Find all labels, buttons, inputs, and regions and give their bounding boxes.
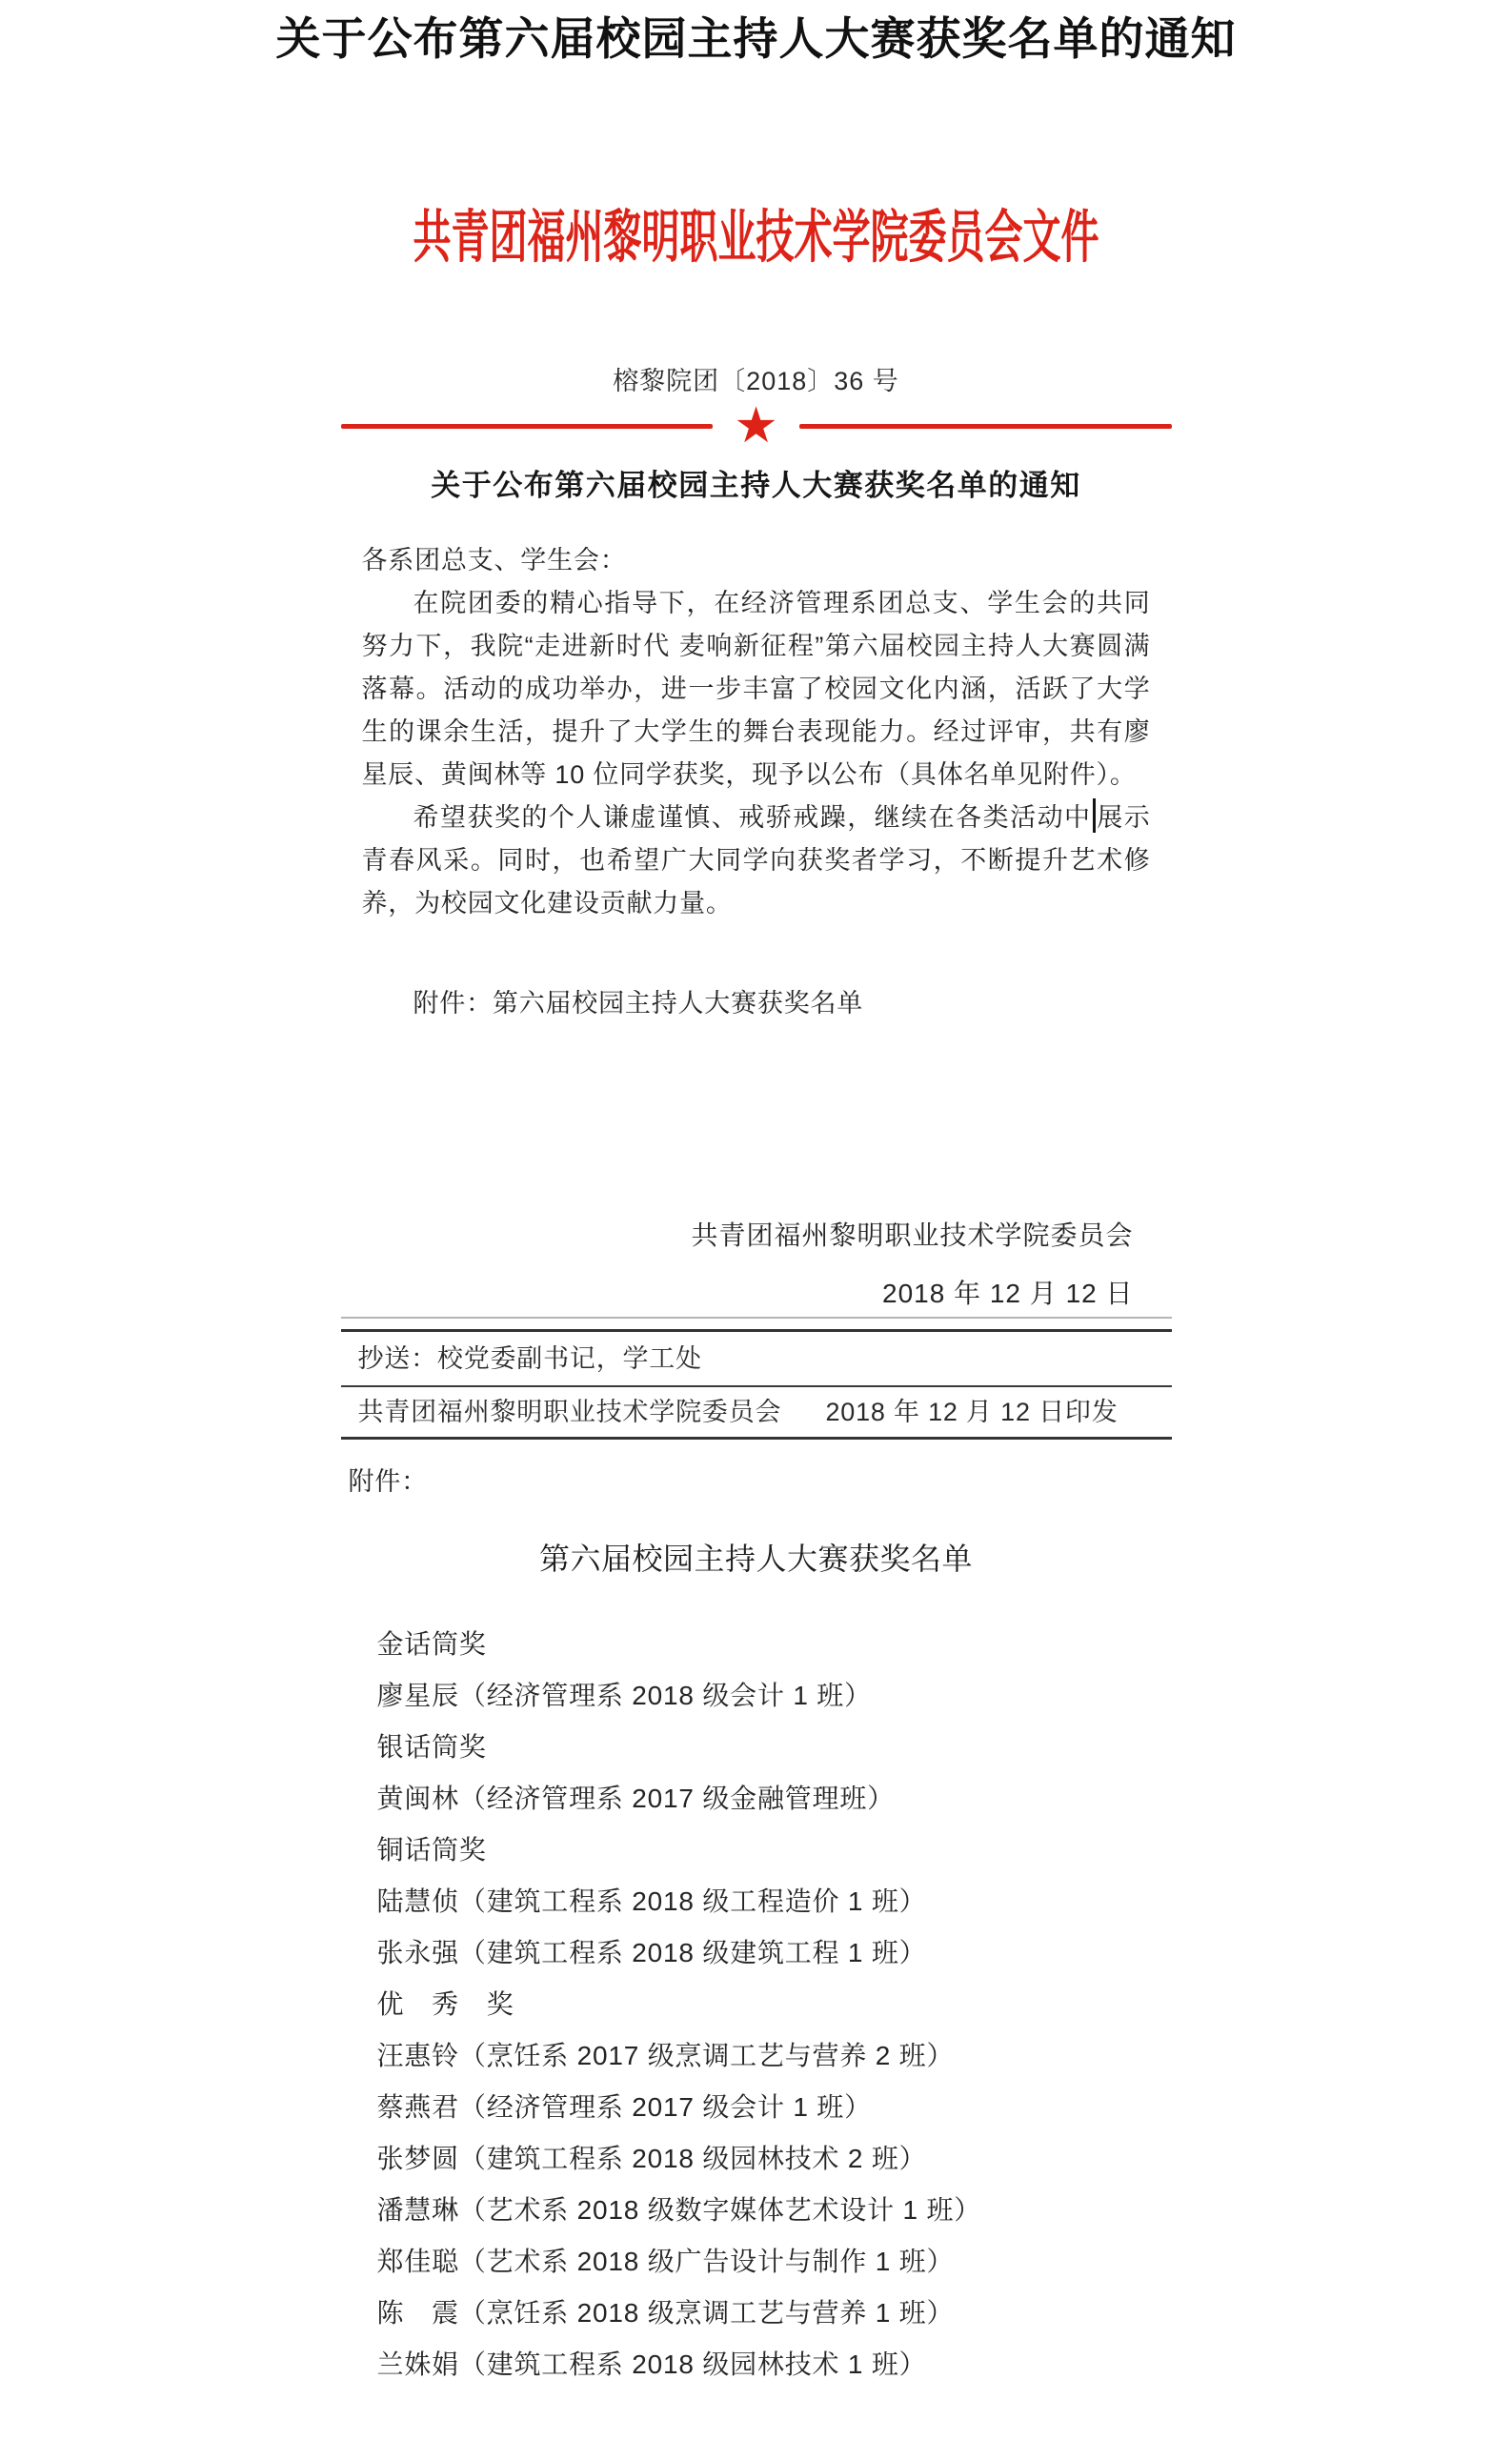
award-list-item: 兰姝娟（建筑工程系 2018 级园林技术 1 班） bbox=[376, 2349, 927, 2379]
award-list-item: 陆慧侦（建筑工程系 2018 级工程造价 1 班） bbox=[376, 1886, 927, 1916]
award-list-item: 汪惠铃（烹饪系 2017 级烹调工艺与营养 2 班） bbox=[376, 2041, 955, 2070]
issuer-line bbox=[341, 1387, 1172, 1437]
official-document bbox=[341, 207, 1172, 2390]
salutation: 各系团总支、学生会： bbox=[361, 546, 627, 575]
signature-block bbox=[341, 1214, 1172, 1315]
document-subject: 关于公布第六届校园主持人大赛获奖名单的通知 bbox=[431, 469, 1081, 502]
signature-date: 2018 年 12 月 12 日 bbox=[882, 1279, 1134, 1308]
body-paragraph-1[interactable]: 在院团委的精心指导下，在经济管理系团总支、学生会的共同努力下，我院“走进新时代 麦响新征程”第六届校园主持人大赛圆满落幕。活动的成功举办，进一步丰富了校园文化内涵，活跃了大学生的课余生活，提升了大学生的舞台表现能力。经过评审，共有廖星辰、黄闽林等 10 位同学获奖，现予以公布（具体名单见附件）。 bbox=[361, 589, 1151, 789]
document-number: 榕黎院团〔2018〕36 号 bbox=[613, 367, 899, 395]
award-list-item: 银话筒奖 bbox=[376, 1732, 487, 1762]
document-body bbox=[341, 539, 1172, 1025]
award-list-item: 陈 震（烹饪系 2018 级烹调工艺与营养 1 班） bbox=[376, 2298, 955, 2328]
award-list-item: 铜话筒奖 bbox=[376, 1835, 487, 1865]
letterhead-divider bbox=[341, 398, 1172, 454]
award-list-item: 潘慧琳（艺术系 2018 级数字媒体艺术设计 1 班） bbox=[376, 2195, 982, 2225]
award-list-item: 张梦圆（建筑工程系 2018 级园林技术 2 班） bbox=[376, 2144, 927, 2173]
paragraph-text-before-cursor: 希望获奖的个人谦虚谨慎、戒骄戒躁，继续在各类活动中 bbox=[413, 803, 1092, 832]
award-list-item: 郑佳聪（艺术系 2018 级广告设计与制作 1 班） bbox=[376, 2247, 955, 2276]
divider-line-left bbox=[341, 424, 714, 429]
divider-line-right bbox=[799, 424, 1172, 429]
footer-rule-bottom bbox=[341, 1437, 1172, 1440]
award-list-item: 金话筒奖 bbox=[376, 1629, 487, 1659]
award-list-item: 蔡燕君（经济管理系 2017 级会计 1 班） bbox=[376, 2092, 872, 2122]
award-list-item: 张永强（建筑工程系 2018 级建筑工程 1 班） bbox=[376, 1938, 927, 1967]
award-list-item: 黄闽林（经济管理系 2017 级金融管理班） bbox=[376, 1784, 895, 1813]
attachment-label: 附件： bbox=[348, 1467, 428, 1496]
letterhead-title: 共青团福州黎明职业技术学院委员会文件 bbox=[413, 207, 1099, 270]
attachment-title: 第六届校园主持人大赛获奖名单 bbox=[538, 1542, 973, 1576]
award-list-item: 廖星辰（经济管理系 2018 级会计 1 班） bbox=[376, 1681, 872, 1710]
footer-rule-thin bbox=[341, 1317, 1172, 1319]
body-paragraph-2[interactable] bbox=[362, 797, 1151, 925]
issuer-organization: 共青团福州黎明职业技术学院委员会 bbox=[357, 1398, 782, 1426]
cc-line: 抄送：校党委副书记，学工处 bbox=[357, 1344, 702, 1373]
award-list-item: 优 秀 奖 bbox=[376, 1989, 514, 2019]
paragraph-text-after-cursor: 展示青春风采。同时，也希望广大同学向获奖者学习，不断提升艺术修养，为校园文化建设贡献力量。 bbox=[361, 803, 1151, 918]
attachment-reference: 附件：第六届校园主持人大赛获奖名单 bbox=[413, 989, 864, 1018]
award-list bbox=[341, 1619, 1172, 2390]
print-date: 2018 年 12 月 12 日印发 bbox=[825, 1398, 1119, 1426]
signature-organization: 共青团福州黎明职业技术学院委员会 bbox=[691, 1220, 1134, 1250]
text-cursor bbox=[1093, 798, 1096, 833]
page-title: 关于公布第六届校园主持人大赛获奖名单的通知 bbox=[275, 15, 1237, 65]
red-star-icon: ★ bbox=[734, 398, 778, 454]
